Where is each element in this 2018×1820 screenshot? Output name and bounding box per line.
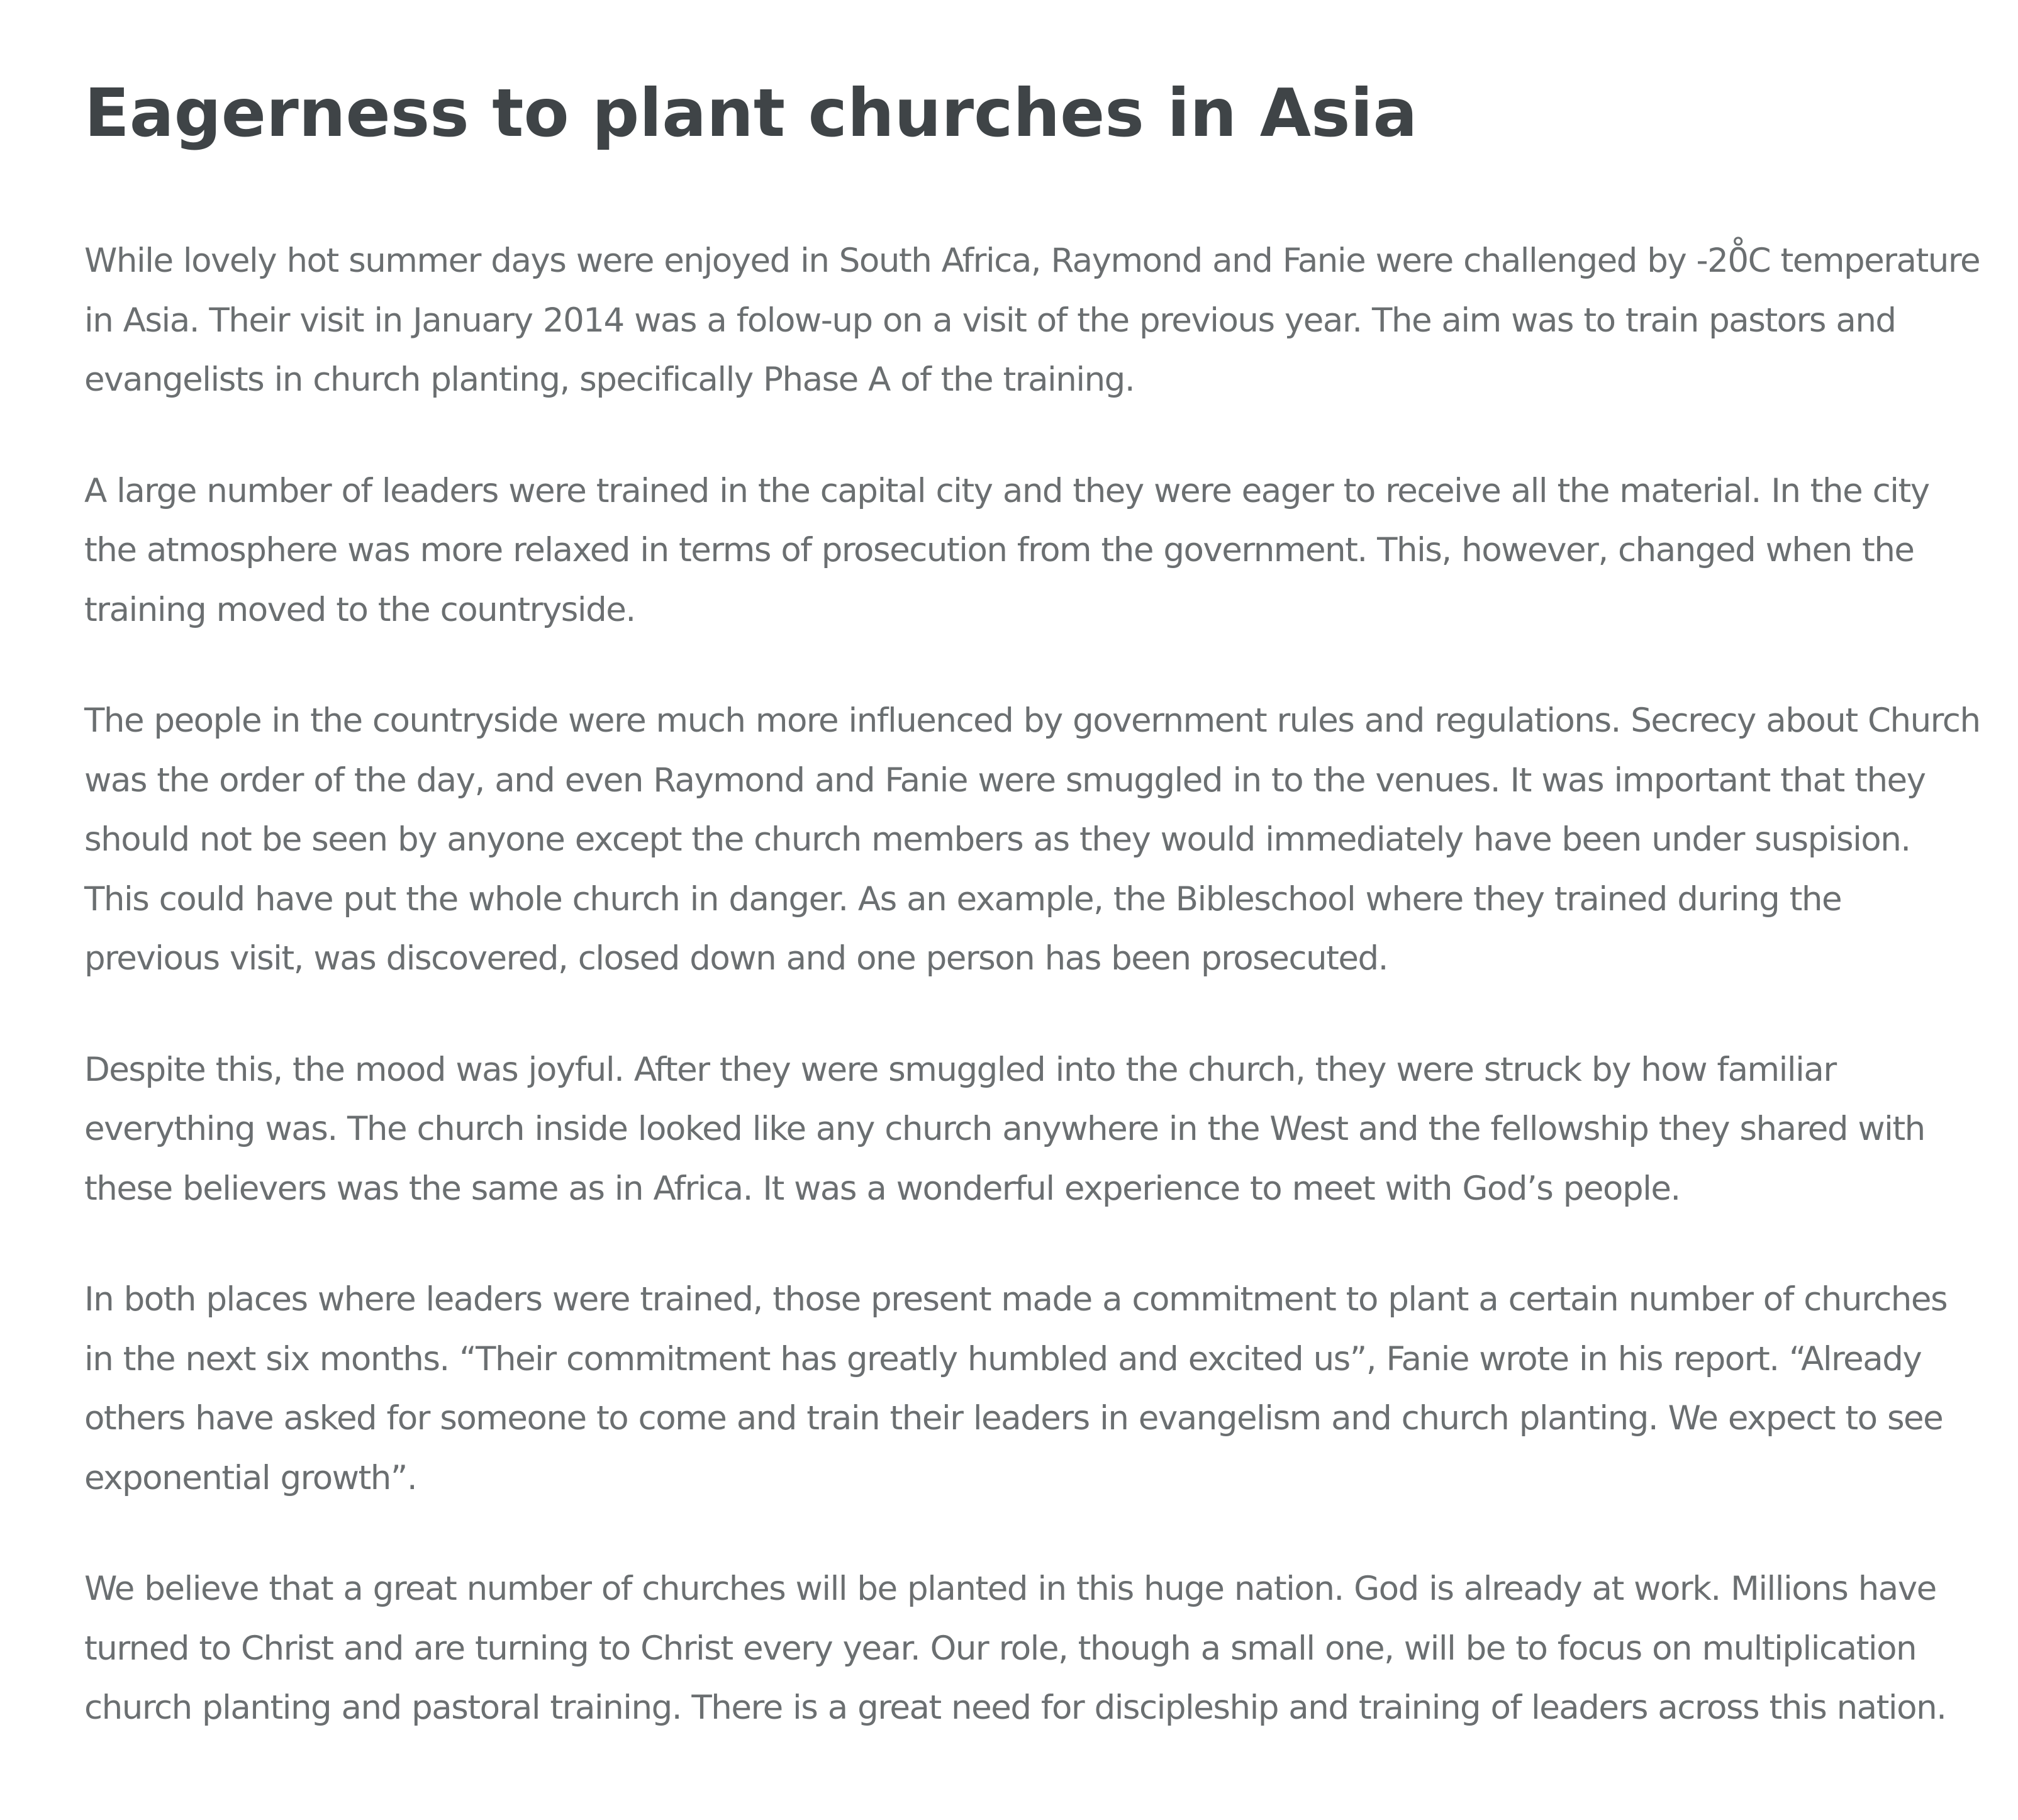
article-paragraph: Despite this, the mood was joyful. After they were smuggled into the church, they were struck by how familiar everything was. The church inside looked like any church anywhere in the West and the fellowship they shared with these believers was the same as in Africa. It was a wonderful experience to meet with God’s people.: [84, 1050, 1925, 1208]
article-paragraph: We believe that a great number of churches will be planted in this huge nation. God is already at work. Millions have turned to Christ and are turning to Christ every year. Our role, though a small one, will be to focus on multiplication church planting and pastoral training. There is a great need for discipleship and training of leaders across this nation.: [84, 1570, 1946, 1727]
article-paragraph: The people in the countryside were much more influenced by government rules and regulations. Secrecy about Church was the order of the day, and even Raymond and Fanie were smuggled in to the venues. It was important that they should not be seen by anyone except the church members as they would immediately have been under suspision. This could have put the whole church in danger. As an example, the Bibleschool where they trained during the previous visit, was discovered, closed down and one person has been prosecuted.: [84, 701, 1980, 978]
article-title: Eagerness to plant churches in Asia: [84, 75, 1418, 152]
article: [84, 69, 1984, 1738]
article-paragraph: In both places where leaders were trained, those present made a commitment to plant a certain number of churches in the next six months. “Their commitment has greatly humbled and excited us”, Fanie wrote in his report. “Already others have asked for someone to come and train their leaders in evangelism and church planting. We expect to see exponential growth”.: [84, 1280, 1948, 1497]
article-body: [84, 232, 1984, 1738]
article-paragraph: While lovely hot summer days were enjoyed in South Africa, Raymond and Fanie were challenged by -20̊C temperature in Asia. Their visit in January 2014 was a folow-up on a visit of the previous year. The aim was to train pastors and evangelists in church planting, specifically Phase A of the training.: [84, 242, 1980, 399]
article-paragraph: A large number of leaders were trained in the capital city and they were eager to receive all the material. In the city the atmosphere was more relaxed in terms of prosecution from the government. This, however, changed when the training moved to the countryside.: [84, 471, 1929, 629]
